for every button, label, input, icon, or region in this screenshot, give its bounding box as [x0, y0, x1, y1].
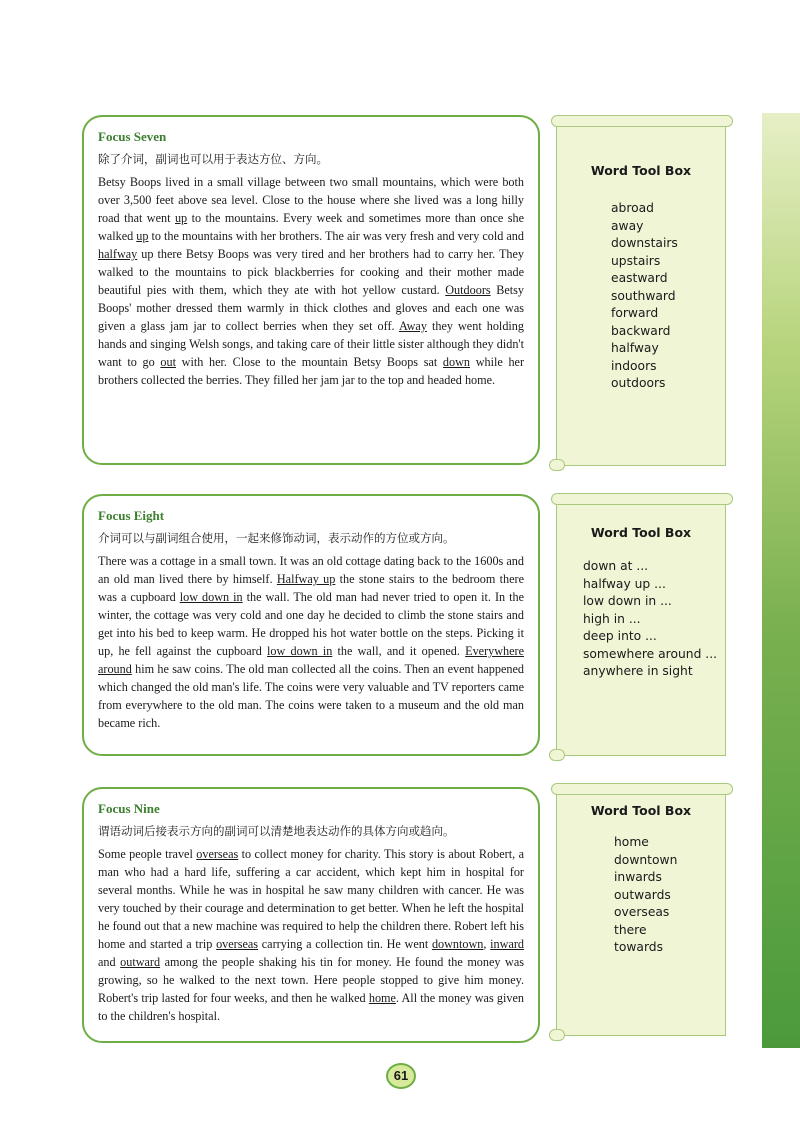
underlined-word: Halfway up	[276, 572, 336, 586]
page-number: 61	[386, 1063, 416, 1089]
underlined-word: home	[368, 991, 396, 1005]
underlined-word: low down in	[267, 644, 333, 658]
focus-eight-title: Focus Eight	[98, 508, 165, 523]
toolbox-word: backward	[611, 323, 671, 338]
underlined-word: inward	[490, 937, 525, 951]
toolbox-word-list	[557, 558, 725, 681]
focus-seven-passage: Betsy Boops lived in a small village between two small mountains, which were both over 3,500 feet above sea level. Close to the house where she lived was a long hilly road that went up to the mountains. Every week and sometimes more than once she walked up to the mountains with her brothers. The air was very fresh and very cold and halfway up there Betsy Boops was very tired and her brothers had to carry her. They walked to the mountains to pick blackberries for cooking and their mother made beautiful pies with them, which they ate with hot yellow custard. Outdoors Betsy Boops' mother dressed them warmly in thick clothes and gloves and each one was given a glass jam jar to collect berries when they set off. Away they went holding hands and singing Welsh songs, and taking care of their little sister although they didn't want to go out with her. Close to the mountain Betsy Boops sat down while her brothers collected the berries. They filled her jam jar to the top and headed home.	[98, 175, 525, 387]
toolbox-word: towards	[614, 940, 663, 954]
toolbox-word: home	[614, 835, 649, 849]
scroll-roll-bottom	[549, 459, 565, 471]
underlined-word: down	[442, 355, 471, 369]
focus-nine-note: 谓语动词后接表示方向的副词可以清楚地表达动作的具体方向或趋向。	[98, 824, 455, 838]
scroll-roll-bottom	[549, 1029, 565, 1041]
toolbox-word: upstairs	[611, 253, 661, 268]
scroll-roll-top	[551, 493, 733, 505]
toolbox-word: deep into ...	[583, 629, 657, 643]
underlined-word: up	[136, 229, 149, 243]
focus-seven-box	[82, 115, 540, 465]
underlined-word: Everywhere around	[98, 644, 525, 676]
toolbox-word: away	[611, 218, 644, 233]
focus-nine-box	[82, 787, 540, 1043]
toolbox-word: southward	[611, 288, 676, 303]
toolbox-word: abroad	[611, 201, 654, 215]
toolbox-word: somewhere around ...	[583, 646, 718, 661]
toolbox-word: outdoors	[611, 376, 666, 390]
toolbox-word: eastward	[611, 271, 668, 285]
focus-nine-title: Focus Nine	[98, 801, 160, 816]
focus-seven-note: 除了介词，副词也可以用于表达方位、方向。	[98, 152, 328, 166]
word-tool-box-9	[556, 792, 726, 1036]
green-sidebar-strip	[762, 113, 800, 1048]
toolbox-word: indoors	[611, 358, 657, 373]
focus-eight-box	[82, 494, 540, 756]
scroll-roll-bottom	[549, 749, 565, 761]
toolbox-title: Word Tool Box	[590, 803, 692, 818]
underlined-word: outward	[120, 955, 161, 969]
underlined-word: Outdoors	[445, 283, 491, 297]
word-tool-box-8	[556, 502, 726, 756]
toolbox-word-list	[557, 200, 725, 393]
scroll-roll-top	[551, 783, 733, 795]
underlined-word: Away	[398, 319, 427, 333]
toolbox-word: anywhere in sight	[583, 664, 693, 678]
toolbox-word: halfway	[611, 341, 659, 355]
toolbox-title: Word Tool Box	[590, 525, 692, 540]
underlined-word: up	[174, 211, 188, 225]
underlined-word: downtown	[431, 937, 484, 951]
toolbox-word: low down in ...	[583, 594, 672, 608]
focus-seven-title: Focus Seven	[98, 129, 167, 144]
toolbox-word: downstairs	[611, 236, 678, 250]
toolbox-word: there	[614, 922, 647, 937]
toolbox-word: halfway up ...	[583, 576, 666, 591]
focus-nine-passage: Some people travel overseas to collect money for charity. This story is about Robert, a man who had a hard life, suffering a car accident, which kept him in hospital for several months. While he was in hospital he saw many children with cancer. He was very touched by their courage and determination to get better. When he left the hospital he found out that a new machine was required to help the children there. Robert left his home and started a trip overseas carrying a collection tin. He went downtown, inward and outward among the people shaking his tin for money. He found the money was growing, so he walked to the next town. Here people stopped to give him money. Robert's trip lasted for four weeks, and then he walked home. All the money was given to the children's hospital.	[98, 847, 525, 1023]
focus-eight-note: 介词可以与副词组合使用，一起来修饰动词，表示动作的方位或方向。	[98, 531, 455, 545]
toolbox-word: inwards	[614, 870, 662, 884]
underlined-word: out	[160, 355, 176, 369]
toolbox-word: down at ...	[583, 559, 649, 573]
underlined-word: halfway	[98, 247, 138, 261]
toolbox-word: overseas	[614, 905, 670, 919]
toolbox-word: downtown	[614, 852, 678, 867]
underlined-word: overseas	[196, 847, 239, 861]
toolbox-word: forward	[611, 306, 659, 320]
underlined-word: low down in	[179, 590, 243, 604]
toolbox-title: Word Tool Box	[590, 163, 692, 178]
scroll-roll-top	[551, 115, 733, 127]
focus-eight-passage: There was a cottage in a small town. It was an old cottage dating back to the 1600s and an old man lived there by himself. Halfway up the stone stairs to the bedroom there was a cupboard low down in the wall. The old man had never tried to open it. In the winter, the cottage was very cold and one day he decided to climb the stone stairs and get into his bed to keep warm. He dropped his hot water bottle on the steps. Picking it up, he fell against the cupboard low down in the wall, and it opened. Everywhere around him he saw coins. The old man collected all the coins. Then an event happened which changed the old man's life. The coins were very valuable and TV reporters came from everywhere to the old man. The coins were taken to a museum and the old man became rich.	[98, 554, 525, 730]
toolbox-word: high in ...	[583, 611, 641, 626]
toolbox-word-list	[557, 834, 725, 957]
underlined-word: overseas	[216, 937, 259, 951]
toolbox-word: outwards	[614, 887, 671, 902]
word-tool-box-7	[556, 124, 726, 466]
